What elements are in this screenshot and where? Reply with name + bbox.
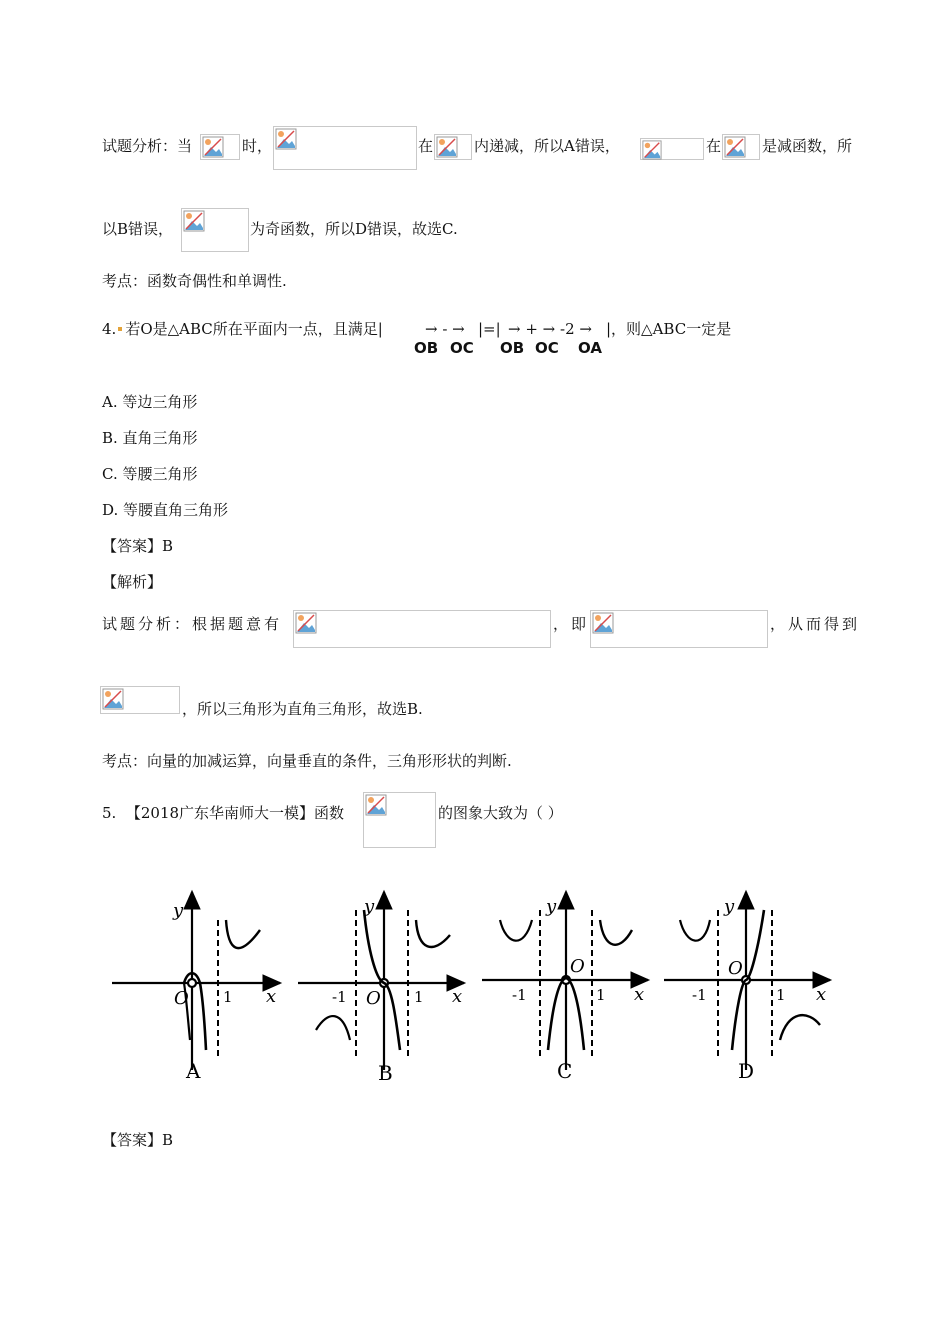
tick-1: 1 (223, 988, 233, 1006)
broken-image-icon (590, 610, 768, 648)
option-d: D. 等腰直角三角形 (102, 501, 229, 519)
analysis-4-line-1: 试题分析：根据题意有 (102, 615, 283, 633)
question-stem-part1: 【2018广东华南师大一模】函数 (125, 804, 345, 822)
axis-y-label: y (364, 896, 375, 917)
tick-1: 1 (596, 986, 606, 1004)
bullet-icon (118, 327, 122, 331)
graph-c[interactable] (482, 892, 648, 1070)
broken-image-icon (722, 134, 760, 160)
kaodian-4: 考点：向量的加减运算，向量垂直的条件，三角形形状的判断. (102, 752, 512, 770)
question-4 (102, 319, 383, 339)
origin-label: O (366, 988, 381, 1009)
vector-label-oa: OA (578, 339, 602, 357)
axis-x-label: x (266, 986, 277, 1007)
graph-label-b: B (378, 1061, 393, 1085)
axis-x-label: x (634, 984, 645, 1005)
question-5 (102, 803, 344, 823)
text-decreasing: 是减函数，所 (762, 137, 853, 155)
vector-label-ob-2: OB (500, 339, 525, 357)
text-zai-2: 在 (706, 137, 722, 155)
axis-x-label: x (452, 986, 463, 1007)
function-graph-options (108, 880, 838, 1090)
broken-image-icon (293, 610, 551, 648)
tick-minus-1: -1 (692, 986, 707, 1004)
vector-label-oc: OC (450, 339, 474, 357)
vector-label-ob: OB (414, 339, 439, 357)
analysis-4-line-2: ，所以三角形为直角三角形，故选B. (182, 700, 423, 718)
question-stem-part1: 若O是△ABC所在平面内一点，且满足| (125, 320, 383, 338)
broken-image-icon (640, 138, 704, 160)
tick-minus-1: -1 (332, 988, 347, 1006)
text-zai: 在 (418, 137, 434, 155)
broken-image-icon (273, 126, 417, 170)
vector-arrows-1: → - → (425, 320, 465, 338)
broken-image-icon (434, 134, 472, 160)
graph-label-a: A (186, 1059, 201, 1083)
tick-1: 1 (776, 986, 786, 1004)
option-b: B. 直角三角形 (102, 429, 198, 447)
text-decrease: 内递减，所以A错误， (474, 137, 620, 155)
analysis-line-2: 以B错误， (102, 220, 174, 238)
graph-b[interactable] (298, 892, 464, 1070)
axis-x-label: x (816, 984, 827, 1005)
axis-y-label: y (546, 896, 557, 917)
graph-d[interactable] (664, 892, 830, 1070)
graph-a[interactable] (112, 892, 280, 1070)
analysis-heading: 【解析】 (102, 573, 163, 591)
origin-label: O (174, 988, 189, 1009)
origin-label: O (728, 958, 743, 979)
analysis-line-1 (102, 136, 192, 156)
vector-arrows-2: → + → -2 → (508, 320, 592, 338)
graph-label-d: D (738, 1059, 755, 1083)
option-a: A. 等边三角形 (102, 393, 198, 411)
option-c: C. 等腰三角形 (102, 465, 198, 483)
vector-label-oc-2: OC (535, 339, 559, 357)
axis-y-label: y (173, 900, 184, 921)
graph-label-c: C (557, 1059, 573, 1083)
tick-minus-1: -1 (512, 986, 527, 1004)
text-thus: ，从而得到 (770, 615, 861, 633)
text-when: 时， (242, 137, 273, 155)
question-stem-part2: 的图象大致为（ ） (438, 804, 563, 822)
broken-image-icon (181, 208, 249, 252)
tick-1: 1 (414, 988, 424, 1006)
axis-y-label: y (724, 896, 735, 917)
answer-5: 【答案】B (102, 1131, 174, 1149)
question-stem-part2: |，则△ABC一定是 (606, 320, 732, 338)
origin-label: O (570, 956, 585, 977)
text: 试题分析：当 (102, 137, 193, 155)
text-odd-function: 为奇函数，所以D错误，故选C. (250, 220, 458, 238)
abs-eq: |=| (478, 320, 501, 338)
kaodian-1: 考点：函数奇偶性和单调性. (102, 272, 287, 290)
broken-image-icon (100, 686, 180, 714)
broken-image-icon (200, 134, 240, 160)
text-ji: ，即 (553, 615, 590, 633)
answer-4: 【答案】B (102, 537, 174, 555)
question-number: 4. (102, 320, 117, 338)
broken-image-icon (363, 792, 436, 848)
question-number: 5. (102, 804, 117, 822)
